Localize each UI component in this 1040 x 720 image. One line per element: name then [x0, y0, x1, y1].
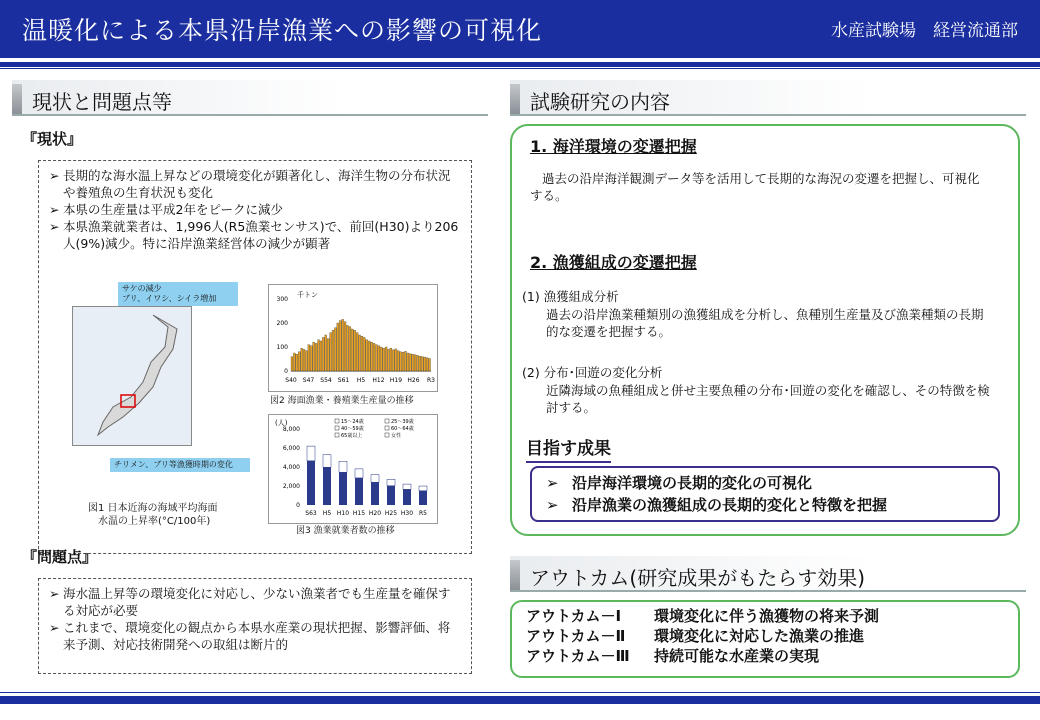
bar — [400, 352, 402, 371]
bar — [315, 343, 317, 371]
bar — [373, 343, 375, 371]
bar-segment — [339, 461, 347, 472]
x-tick-label: H12 — [372, 377, 385, 384]
organization-label: 水産試験場 経営流通部 — [831, 21, 1018, 41]
outcome-box — [510, 600, 1020, 678]
bar — [380, 347, 382, 371]
bar — [356, 333, 358, 371]
bar — [412, 354, 414, 371]
y-unit-label: 千トン — [297, 291, 318, 299]
bar — [407, 353, 409, 371]
sea-temperature-map — [72, 306, 192, 446]
bar — [349, 327, 351, 371]
goal-item: 沿岸漁業の漁獲組成の長期的変化と特徴を把握 — [572, 496, 888, 514]
bar — [318, 340, 320, 371]
bar — [344, 322, 346, 371]
x-tick-label: H10 — [336, 510, 350, 517]
x-tick-label: R5 — [419, 510, 427, 517]
section-title-outcome: アウトカム(研究成果がもたらす効果) — [530, 566, 866, 590]
y-tick-label: 6,000 — [282, 445, 300, 452]
bar — [383, 348, 385, 371]
subsection-title-1: (1) 漁獲組成分析 — [522, 289, 619, 304]
bar — [354, 330, 356, 371]
bar-segment — [355, 469, 363, 478]
workers-bar-chart — [269, 415, 439, 525]
legend-label: 25～39歳 — [391, 419, 414, 425]
figure2-caption: 図2 海面漁業・養殖業生産量の推移 — [270, 396, 414, 406]
bar — [303, 349, 305, 371]
outcome-row: アウトカム－Ⅱ 環境変化に対応した漁業の推進 — [526, 627, 865, 645]
x-tick-label: R3 — [427, 377, 435, 384]
legend-swatch — [385, 426, 389, 430]
figure1-caption: 図1 日本近海の海域平均海面 水温の上昇率(°C/100年) — [88, 503, 218, 527]
bar — [327, 339, 329, 371]
bar — [402, 352, 404, 371]
figure2-chart-frame — [268, 284, 438, 392]
bar — [409, 354, 411, 371]
footer-rule-thin — [0, 692, 1040, 693]
outcome-row: アウトカム－Ⅲ 持続可能な水産業の実現 — [526, 647, 820, 665]
x-tick-label: H30 — [400, 510, 414, 517]
x-tick-label: S54 — [320, 377, 332, 384]
legend-swatch — [335, 419, 339, 423]
legend-swatch — [385, 433, 389, 437]
bar — [392, 350, 394, 371]
bar-segment — [323, 455, 331, 468]
footer-rule — [0, 696, 1040, 704]
bar — [310, 346, 312, 371]
bar — [320, 341, 322, 371]
x-tick-label: S61 — [337, 377, 350, 384]
research-heading-2: 2. 漁獲組成の変遷把握 — [530, 253, 697, 272]
y-tick-label: 300 — [276, 296, 288, 303]
bar — [308, 345, 310, 371]
legend-label: 40～59歳 — [341, 426, 364, 432]
japan-map-icon — [73, 307, 193, 447]
x-tick-label: S47 — [302, 377, 315, 384]
bar — [417, 355, 419, 371]
bar — [404, 351, 406, 371]
header-rule-thin — [0, 68, 1040, 69]
production-bar-chart — [269, 285, 439, 393]
bar — [332, 330, 334, 371]
legend-label: 65歳以上 — [341, 433, 363, 439]
bar — [298, 352, 300, 371]
x-tick-label: H20 — [368, 510, 382, 517]
issues-box: ➢ 海水温上昇等の環境変化に対応し、少ない漁業者でも生産量を確保する対応が必要 ➢ これまで、環境変化の観点から本県水産業の現状把握、影響評価、将来予測、対応技術開発への取組は断片的 — [38, 578, 472, 674]
bar — [397, 351, 399, 371]
bar — [337, 323, 339, 371]
figure3-caption: 図3 漁業就業者数の推移 — [296, 526, 395, 536]
bar — [334, 328, 336, 371]
bar — [371, 342, 373, 371]
legend-swatch — [335, 426, 339, 430]
bar-segment — [307, 446, 315, 461]
bar — [293, 353, 295, 371]
bar — [429, 359, 431, 371]
x-tick-label: H15 — [352, 510, 366, 517]
research-heading-1: 1. 海洋環境の変遷把握 — [530, 137, 697, 156]
y-tick-label: 0 — [284, 368, 288, 375]
bar — [390, 348, 392, 371]
page-title: 温暖化による本県沿岸漁業への影響の可視化 — [22, 16, 543, 45]
section-title-status: 現状と問題点等 — [32, 90, 172, 114]
bar — [301, 348, 303, 371]
bar — [424, 357, 426, 371]
bar — [363, 337, 365, 371]
legend-label: 60～64歳 — [391, 426, 414, 432]
x-tick-label: H26 — [407, 377, 420, 384]
bar-segment — [371, 475, 379, 483]
subsection-body-1: 過去の沿岸漁業種類別の漁獲組成を分析し、魚種別生産量及び漁業種類の長期的な変遷を把握する。 — [546, 307, 984, 339]
issue-item: これまで、環境変化の観点から本県水産業の現状把握、影響評価、将来予測、対応技術開発への取組は断片的 — [63, 620, 451, 652]
header-bar — [0, 0, 1040, 58]
bar — [426, 358, 428, 371]
bar — [322, 337, 324, 371]
goal-item: 沿岸海洋環境の長期的変化の可視化 — [572, 474, 813, 492]
bar — [339, 321, 341, 371]
x-tick-label: H19 — [389, 377, 403, 384]
bar — [368, 341, 370, 371]
y-tick-label: 0 — [296, 502, 300, 509]
section-header-outcome — [510, 556, 1026, 592]
section-header-status — [12, 80, 488, 116]
y-tick-label: 200 — [276, 320, 288, 327]
bar — [359, 335, 361, 371]
legend-swatch — [335, 433, 339, 437]
callout-top: サケの減少 ブリ、イワシ、シイラ増加 — [118, 282, 238, 306]
bar — [366, 340, 368, 371]
issues-heading: 『問題点』 — [22, 548, 98, 566]
callout-bottom: チリメン、ブリ等漁獲時期の変化 — [110, 458, 250, 472]
research-text-1: 過去の沿岸海洋観測データ等を活用して長期的な海況の変遷を把握し、可視化する。 — [530, 171, 980, 203]
bar — [296, 354, 298, 371]
figure3-chart-frame — [268, 414, 438, 524]
bar — [351, 329, 353, 371]
bar — [395, 349, 397, 371]
bar — [291, 357, 293, 371]
bar — [347, 325, 349, 371]
status-item: 本県の生産量は平成2年をピークに減少 — [63, 202, 283, 217]
status-item: 長期的な海水温上昇などの環境変化が顕著化し、海洋生物の分布状況や養殖魚の生育状況も変化 — [63, 168, 451, 200]
y-tick-label: 100 — [276, 344, 288, 351]
bar-segment — [403, 484, 411, 489]
header-rule — [0, 62, 1040, 67]
bar — [421, 357, 423, 371]
outcome-row: アウトカム－Ⅰ 環境変化に伴う漁獲物の将来予測 — [526, 607, 880, 625]
goal-heading: 目指す成果 — [526, 434, 611, 463]
bar — [342, 319, 344, 371]
bar — [361, 336, 363, 371]
status-item: 本県漁業就業者は、1,996人(R5漁業センサス)で、前回(H30)より206人(9%)減少。特に沿岸漁業経営体の減少が顕著 — [63, 219, 459, 251]
subsection-body-2: 近隣海域の魚種組成と併せ主要魚種の分布･回遊の変化を確認し、その特徴を検討する。 — [546, 383, 990, 415]
y-unit-label: (人) — [275, 419, 288, 427]
bar-segment — [419, 486, 427, 491]
y-tick-label: 2,000 — [282, 483, 300, 490]
bar — [313, 342, 315, 371]
legend-label: 15～24歳 — [341, 419, 364, 425]
x-tick-label: S40 — [285, 377, 297, 384]
bar — [375, 345, 377, 371]
bar — [419, 356, 421, 371]
x-tick-label: H5 — [322, 510, 332, 517]
section-header-research — [510, 80, 1026, 116]
bar — [388, 349, 390, 371]
bar — [325, 335, 327, 371]
issue-item: 海水温上昇等の環境変化に対応し、少ない漁業者でも生産量を確保する対応が必要 — [63, 586, 451, 618]
legend-swatch — [385, 419, 389, 423]
y-tick-label: 8,000 — [282, 426, 300, 433]
bar-segment — [387, 479, 395, 485]
bar — [385, 347, 387, 371]
bar — [414, 355, 416, 371]
bar — [378, 346, 380, 371]
x-tick-label: H25 — [384, 510, 398, 517]
section-title-research: 試験研究の内容 — [530, 90, 670, 114]
legend-label: 女性 — [391, 433, 402, 439]
subsection-title-2: (2) 分布･回遊の変化分析 — [522, 365, 663, 380]
x-tick-label: S63 — [305, 510, 317, 517]
goal-box: ➢ 沿岸海洋環境の長期的変化の可視化 ➢ 沿岸漁業の漁獲組成の長期的変化と特徴を把握 — [530, 466, 1000, 522]
bar — [330, 333, 332, 371]
y-tick-label: 4,000 — [282, 464, 300, 471]
status-heading: 『現状』 — [22, 130, 83, 148]
x-tick-label: H5 — [356, 377, 366, 384]
status-box: ➢ 長期的な海水温上昇などの環境変化が顕著化し、海洋生物の分布状況や養殖魚の生育状況も変化 ➢ 本県の生産量は平成2年をピークに減少 ➢ 本県漁業就業者は、1,996人(R5漁業センサス)で、前回(H30)より206人(9%)減少。特に沿岸漁業経営体の減少が顕著 — [38, 160, 472, 554]
bar — [305, 351, 307, 371]
